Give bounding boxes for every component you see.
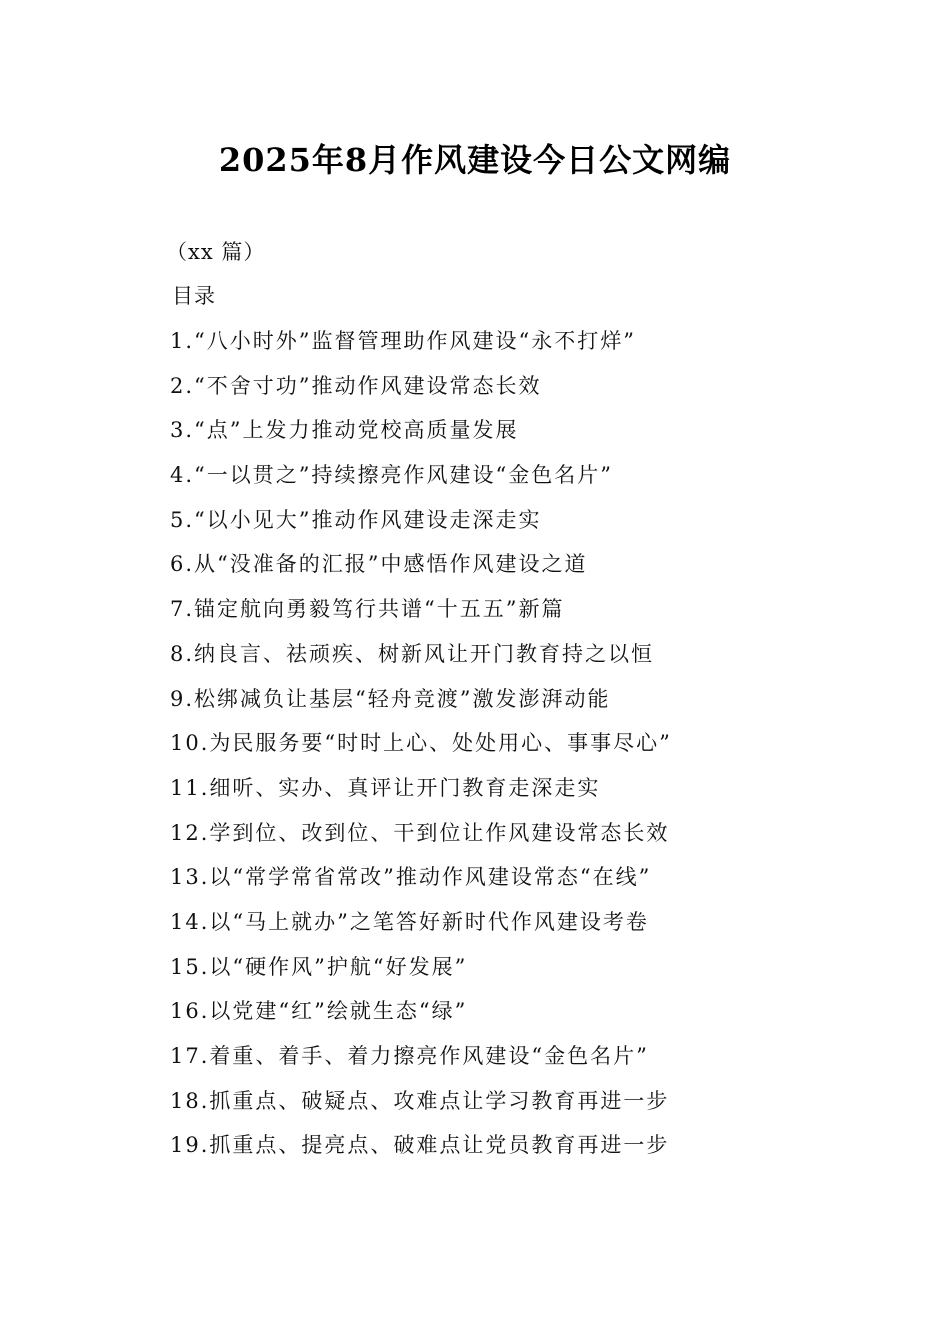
- toc-item: 12.学到位、改到位、干到位让作风建设常态长效: [170, 820, 670, 845]
- toc-item: 3.“点”上发力推动党校高质量发展: [170, 418, 519, 443]
- toc-item: 13.以“常学常省常改”推动作风建设常态“在线”: [170, 865, 652, 890]
- toc-item: 9.松绑减负让基层“轻舟竞渡”激发澎湃动能: [170, 686, 611, 711]
- toc-item: 4.“一以贯之”持续擦亮作风建设“金色名片”: [170, 463, 613, 488]
- toc-item: 5.“以小见大”推动作风建设走深走实: [170, 507, 542, 532]
- toc-item: 14.以“马上就办”之笔答好新时代作风建设考卷: [170, 909, 649, 934]
- toc-heading: 目录: [172, 284, 216, 308]
- toc-item: 6.从“没准备的汇报”中感悟作风建设之道: [170, 552, 588, 577]
- toc-item: 11.细听、实办、真评让开门教育走深走实: [170, 775, 601, 800]
- toc-item: 17.着重、着手、着力擦亮作风建设“金色名片”: [170, 1044, 649, 1068]
- toc-item: 19.抓重点、提亮点、破难点让党员教育再进一步: [170, 1133, 670, 1158]
- toc-item: 1.“八小时外”监督管理助作风建设“永不打烊”: [170, 329, 636, 353]
- document-title: 2025年8月作风建设今日公文网编: [218, 141, 732, 179]
- toc-item: 7.锚定航向勇毅笃行共谱“十五五”新篇: [170, 597, 565, 622]
- toc-item: 18.抓重点、破疑点、攻难点让学习教育再进一步: [170, 1088, 670, 1113]
- toc-item: 2.“不舍寸功”推动作风建设常态长效: [170, 373, 542, 398]
- toc-item: 16.以党建“红”绘就生态“绿”: [170, 999, 468, 1024]
- article-count-note: （xx 篇）: [166, 240, 266, 264]
- toc-item: 15.以“硬作风”护航“好发展”: [170, 954, 468, 979]
- toc-list: [170, 325, 770, 1174]
- toc-item: 8.纳良言、祛顽疾、树新风让开门教育持之以恒: [170, 641, 655, 666]
- toc-item: 10.为民服务要“时时上心、处处用心、事事尽心”: [170, 731, 672, 756]
